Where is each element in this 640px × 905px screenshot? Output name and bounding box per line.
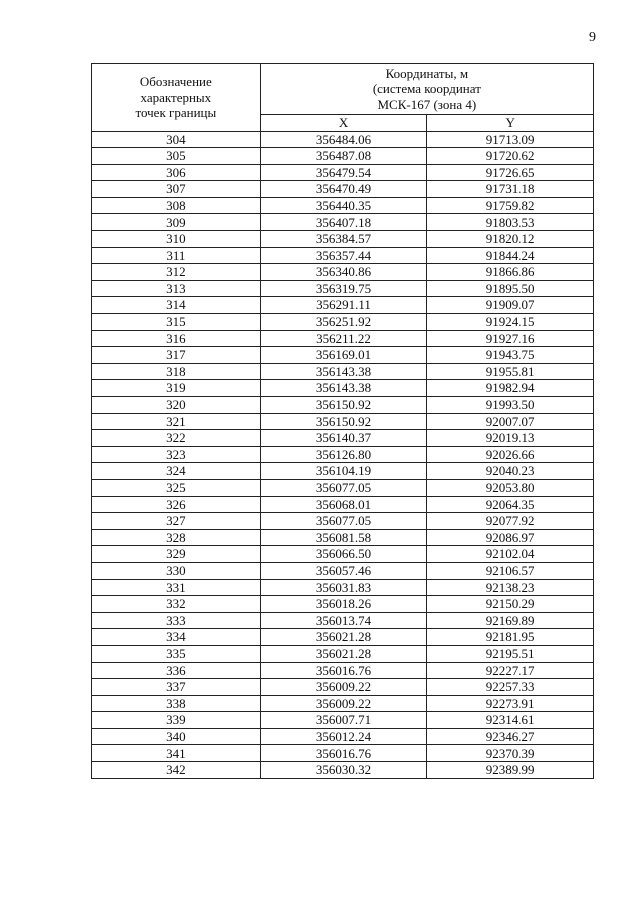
y-coordinate-cell: 92346.27 [427,728,594,745]
x-coordinate-cell: 356487.08 [260,148,427,165]
header-point-line: точек границы [135,105,217,120]
table-row [92,380,594,397]
table-row [92,712,594,729]
header-coords-line: МСК-167 (зона 4) [377,96,477,112]
table-row [92,645,594,662]
y-coordinate-cell: 92181.95 [427,629,594,646]
x-coordinate-cell: 356009.22 [260,679,427,696]
x-coordinate-cell: 356357.44 [260,247,427,264]
point-number-cell: 311 [92,247,261,264]
table-row [92,496,594,513]
header-coords-line: Координаты, м [385,65,469,81]
x-coordinate-cell: 356077.05 [260,513,427,530]
point-number-cell: 340 [92,728,261,745]
point-number-cell: 312 [92,264,261,281]
x-coordinate-cell: 356016.76 [260,662,427,679]
point-number-cell: 320 [92,397,261,414]
point-number-cell: 335 [92,645,261,662]
x-coordinate-cell: 356021.28 [260,629,427,646]
table-row [92,297,594,314]
point-number-cell: 322 [92,430,261,447]
point-number-cell: 323 [92,446,261,463]
table-row [92,264,594,281]
y-coordinate-cell: 91895.50 [427,280,594,297]
y-coordinate-cell: 92169.89 [427,612,594,629]
table-row [92,728,594,745]
point-number-cell: 316 [92,330,261,347]
y-coordinate-cell: 92227.17 [427,662,594,679]
point-number-cell: 330 [92,562,261,579]
y-coordinate-cell: 92314.61 [427,712,594,729]
point-number-cell: 329 [92,546,261,563]
x-coordinate-cell: 356143.38 [260,380,427,397]
table-row [92,363,594,380]
y-coordinate-cell: 92053.80 [427,479,594,496]
point-number-cell: 307 [92,181,261,198]
y-coordinate-cell: 92389.99 [427,762,594,779]
y-coordinate-cell: 91713.09 [427,131,594,148]
point-number-cell: 333 [92,612,261,629]
table-row [92,629,594,646]
y-coordinate-cell: 91844.24 [427,247,594,264]
y-coordinate-cell: 92086.97 [427,529,594,546]
point-number-cell: 331 [92,579,261,596]
y-coordinate-cell: 91726.65 [427,164,594,181]
x-coordinate-cell: 356407.18 [260,214,427,231]
point-number-cell: 328 [92,529,261,546]
y-coordinate-cell: 92064.35 [427,496,594,513]
x-coordinate-cell: 356081.58 [260,529,427,546]
table-row [92,231,594,248]
x-coordinate-cell: 356077.05 [260,479,427,496]
y-coordinate-cell: 91866.86 [427,264,594,281]
table-row [92,430,594,447]
y-coordinate-cell: 91993.50 [427,397,594,414]
y-coordinate-cell: 91803.53 [427,214,594,231]
header-x: X [260,115,427,132]
point-number-cell: 341 [92,745,261,762]
table-row [92,596,594,613]
y-coordinate-cell: 92106.57 [427,562,594,579]
x-coordinate-cell: 356009.22 [260,695,427,712]
point-number-cell: 334 [92,629,261,646]
x-coordinate-cell: 356150.92 [260,413,427,430]
point-number-cell: 304 [92,131,261,148]
y-coordinate-cell: 92138.23 [427,579,594,596]
table-row [92,579,594,596]
point-number-cell: 313 [92,280,261,297]
header-point-line: характерных [140,89,212,105]
y-coordinate-cell: 91759.82 [427,197,594,214]
y-coordinate-cell: 91720.62 [427,148,594,165]
point-number-cell: 325 [92,479,261,496]
header-point-designation [92,64,261,132]
x-coordinate-cell: 356479.54 [260,164,427,181]
point-number-cell: 324 [92,463,261,480]
y-coordinate-cell: 91927.16 [427,330,594,347]
point-number-cell: 342 [92,762,261,779]
table-row [92,612,594,629]
table-row [92,745,594,762]
point-number-cell: 305 [92,148,261,165]
x-coordinate-cell: 356291.11 [260,297,427,314]
y-coordinate-cell: 92019.13 [427,430,594,447]
y-coordinate-cell: 92370.39 [427,745,594,762]
y-coordinate-cell: 91943.75 [427,347,594,364]
y-coordinate-cell: 92273.91 [427,695,594,712]
x-coordinate-cell: 356013.74 [260,612,427,629]
point-number-cell: 310 [92,231,261,248]
table-row [92,529,594,546]
point-number-cell: 321 [92,413,261,430]
header-coordinates [260,64,593,115]
table-row [92,513,594,530]
point-number-cell: 338 [92,695,261,712]
y-coordinate-cell: 92150.29 [427,596,594,613]
table-row [92,695,594,712]
point-number-cell: 314 [92,297,261,314]
table-row [92,314,594,331]
x-coordinate-cell: 356150.92 [260,397,427,414]
x-coordinate-cell: 356340.86 [260,264,427,281]
x-coordinate-cell: 356169.01 [260,347,427,364]
x-coordinate-cell: 356012.24 [260,728,427,745]
x-coordinate-cell: 356057.46 [260,562,427,579]
y-coordinate-cell: 92195.51 [427,645,594,662]
point-number-cell: 306 [92,164,261,181]
table-row [92,662,594,679]
y-coordinate-cell: 91955.81 [427,363,594,380]
header-point-line: Обозначение [139,74,212,89]
table-row [92,164,594,181]
table-row [92,214,594,231]
x-coordinate-cell: 356126.80 [260,446,427,463]
y-coordinate-cell: 92007.07 [427,413,594,430]
table-row [92,148,594,165]
table-row [92,330,594,347]
x-coordinate-cell: 356140.37 [260,430,427,447]
table-row [92,247,594,264]
table-row [92,546,594,563]
x-coordinate-cell: 356484.06 [260,131,427,148]
point-number-cell: 337 [92,679,261,696]
y-coordinate-cell: 91924.15 [427,314,594,331]
y-coordinate-cell: 92040.23 [427,463,594,480]
table-row [92,397,594,414]
table-row [92,679,594,696]
point-number-cell: 309 [92,214,261,231]
y-coordinate-cell: 92077.92 [427,513,594,530]
x-coordinate-cell: 356384.57 [260,231,427,248]
table-row [92,762,594,779]
x-coordinate-cell: 356016.76 [260,745,427,762]
y-coordinate-cell: 91731.18 [427,181,594,198]
table-row [92,181,594,198]
y-coordinate-cell: 91820.12 [427,231,594,248]
point-number-cell: 318 [92,363,261,380]
page-number: 9 [589,30,596,45]
x-coordinate-cell: 356470.49 [260,181,427,198]
point-number-cell: 327 [92,513,261,530]
x-coordinate-cell: 356030.32 [260,762,427,779]
table-row [92,347,594,364]
y-coordinate-cell: 92257.33 [427,679,594,696]
x-coordinate-cell: 356007.71 [260,712,427,729]
table-row [92,131,594,148]
point-number-cell: 308 [92,197,261,214]
x-coordinate-cell: 356319.75 [260,280,427,297]
header-y: Y [427,115,594,132]
x-coordinate-cell: 356440.35 [260,197,427,214]
table-row [92,413,594,430]
y-coordinate-cell: 91982.94 [427,380,594,397]
table-row [92,463,594,480]
point-number-cell: 339 [92,712,261,729]
y-coordinate-cell: 92026.66 [427,446,594,463]
point-number-cell: 332 [92,596,261,613]
point-number-cell: 326 [92,496,261,513]
table-row [92,280,594,297]
x-coordinate-cell: 356251.92 [260,314,427,331]
point-number-cell: 336 [92,662,261,679]
table-row [92,197,594,214]
point-number-cell: 319 [92,380,261,397]
table-row [92,562,594,579]
x-coordinate-cell: 356018.26 [260,596,427,613]
table-body [92,131,594,778]
x-coordinate-cell: 356068.01 [260,496,427,513]
point-number-cell: 315 [92,314,261,331]
x-coordinate-cell: 356066.50 [260,546,427,563]
header-coords-line: (система координат [372,81,481,97]
table-row [92,446,594,463]
x-coordinate-cell: 356211.22 [260,330,427,347]
x-coordinate-cell: 356104.19 [260,463,427,480]
table-row [92,479,594,496]
y-coordinate-cell: 91909.07 [427,297,594,314]
boundary-coordinates-table [91,63,594,779]
x-coordinate-cell: 356031.83 [260,579,427,596]
point-number-cell: 317 [92,347,261,364]
x-coordinate-cell: 356021.28 [260,645,427,662]
x-coordinate-cell: 356143.38 [260,363,427,380]
y-coordinate-cell: 92102.04 [427,546,594,563]
